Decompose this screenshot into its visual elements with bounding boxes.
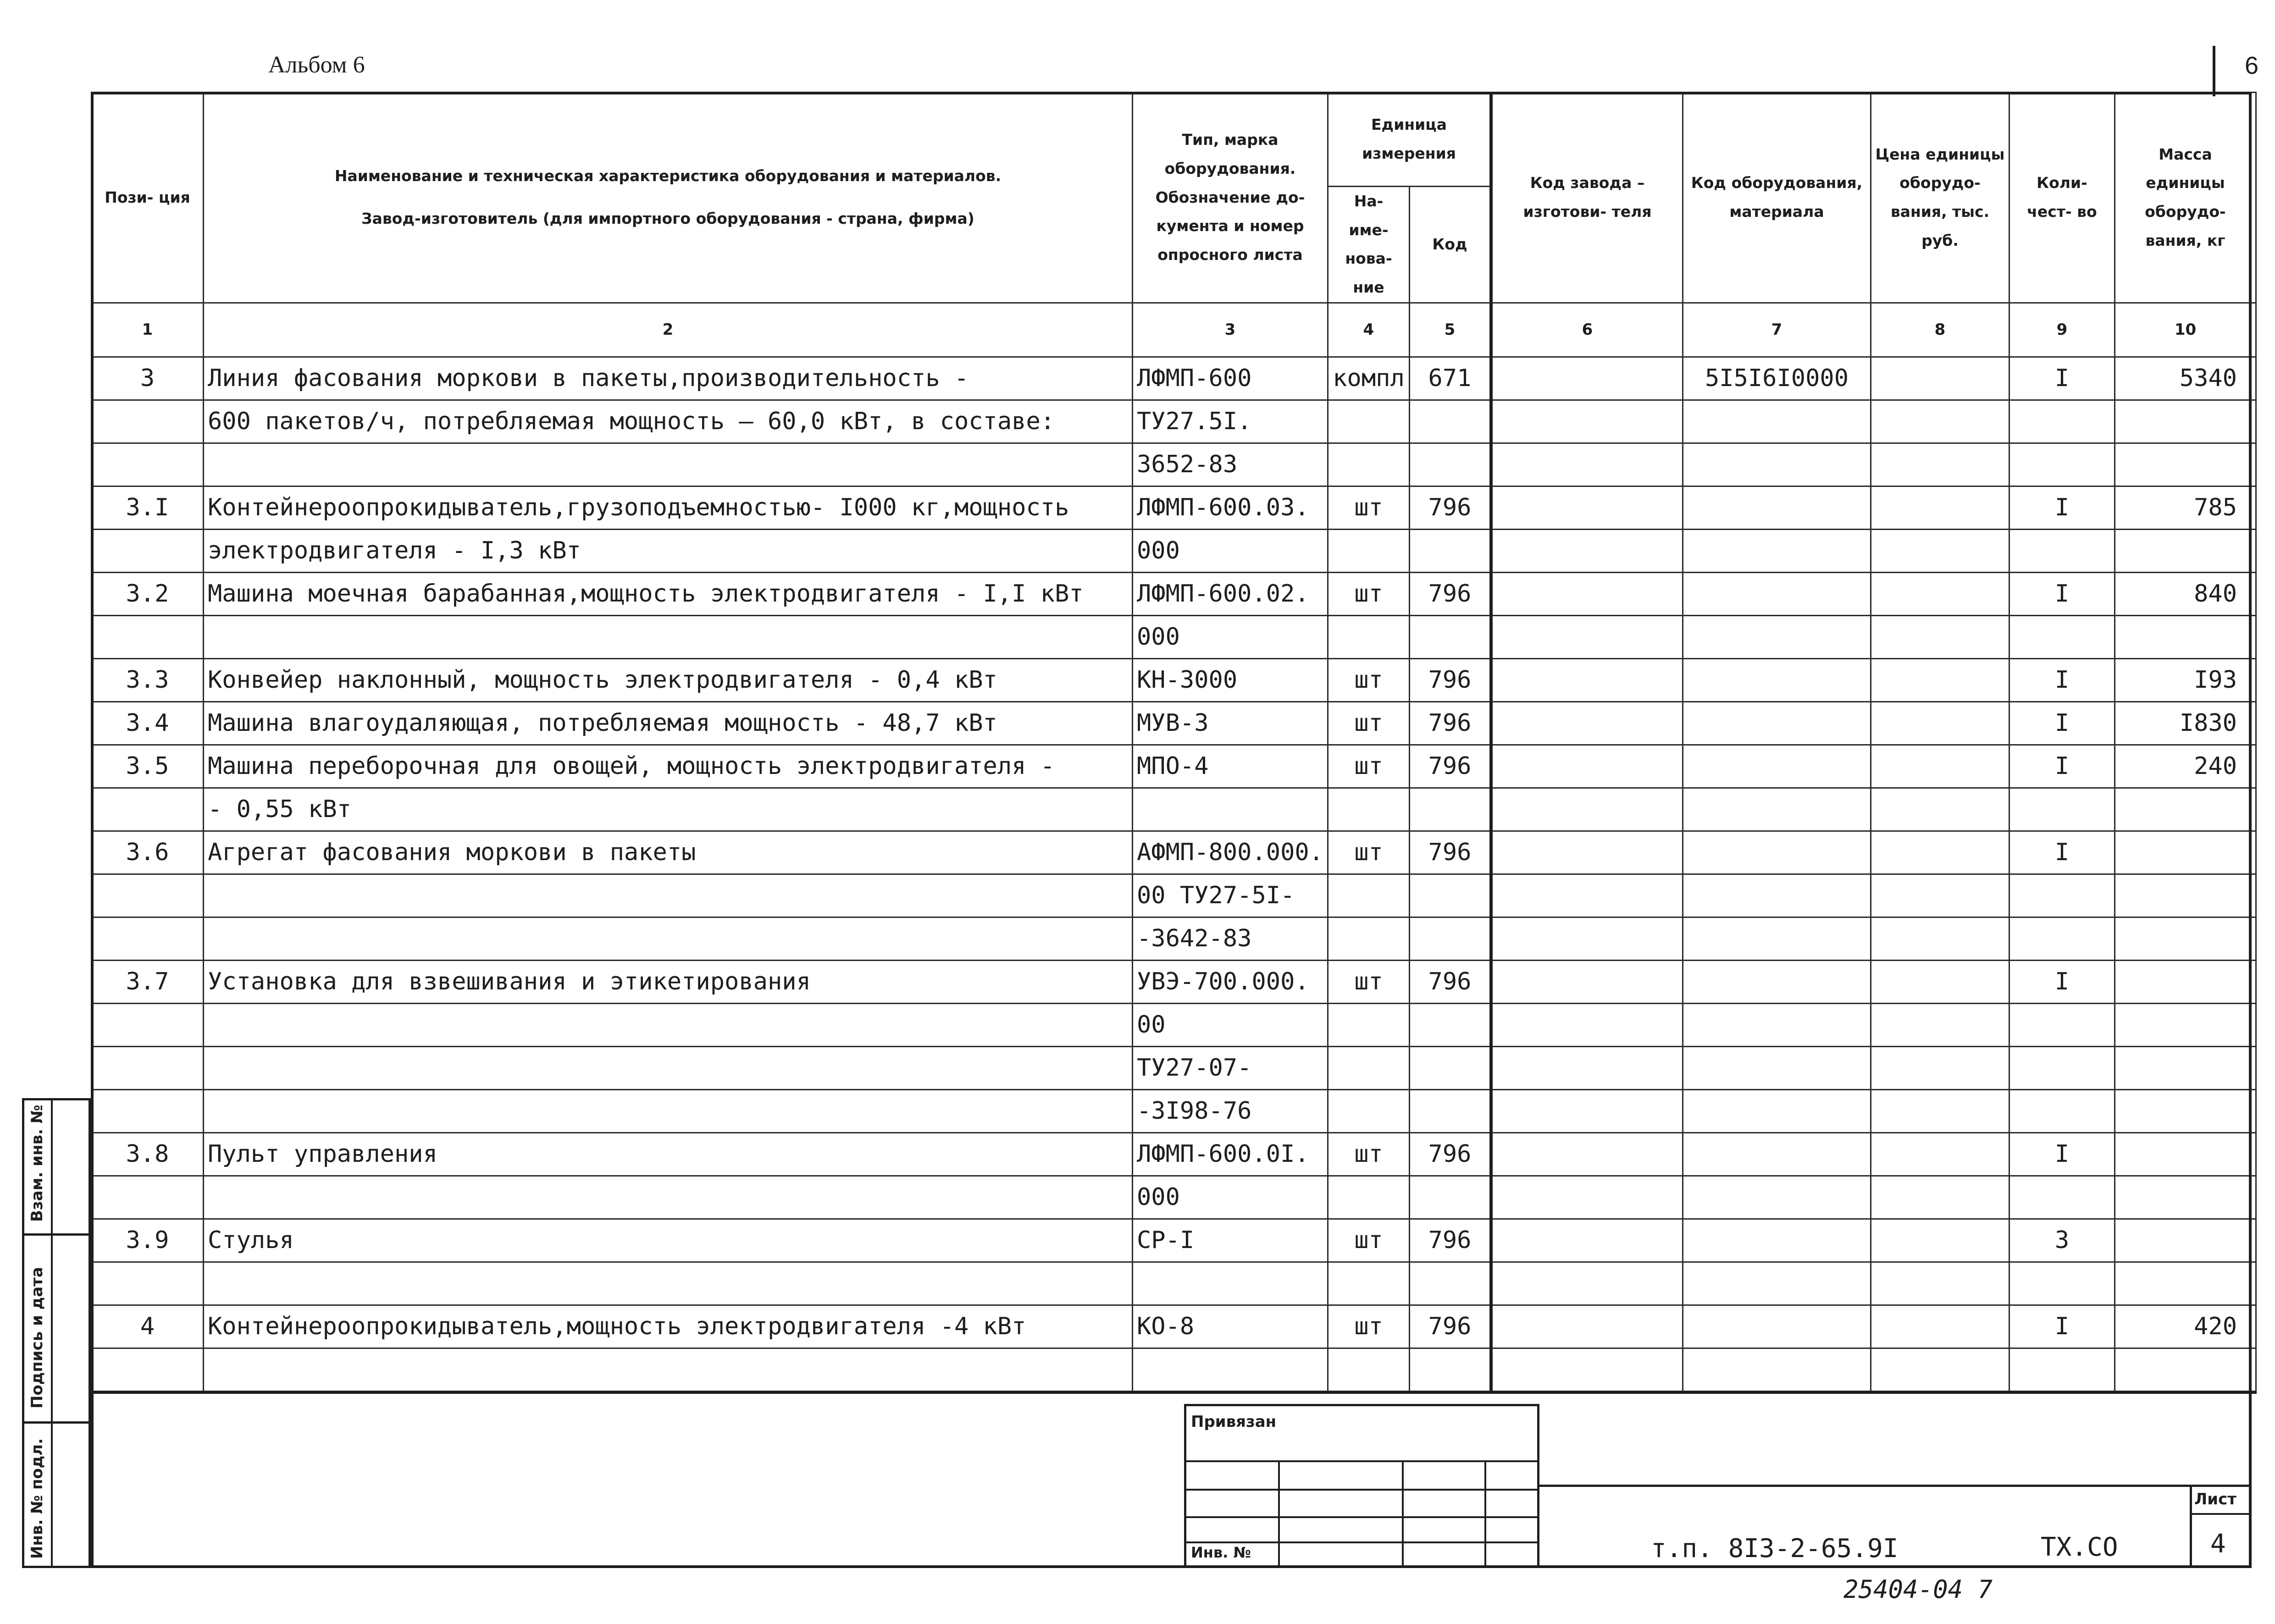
document-code: т.п. 8I3-2-65.9I xyxy=(1651,1534,1899,1563)
cell-unit: компл xyxy=(1328,357,1410,400)
column-number-1: 1 xyxy=(92,303,204,357)
cell-pos: 3.3 xyxy=(92,658,204,702)
cell-type: КО-8 xyxy=(1133,1305,1328,1348)
cell-type: ЛФМП-600.0I. xyxy=(1133,1132,1328,1176)
tb-line xyxy=(1484,1460,1486,1566)
cell-pos: 3.9 xyxy=(92,1219,204,1262)
tb-line xyxy=(1402,1460,1404,1566)
cell-pos: 3.2 xyxy=(92,572,204,615)
cell-name: Машина моечная барабанная,мощность электродвигателя - I,I кВт xyxy=(204,572,1133,615)
cell-qty: I xyxy=(2009,486,2115,529)
cell-type: 3652-83 xyxy=(1133,443,1328,486)
header-name-line2: Завод-изготовитель (для импортного оборудования - страна, фирма) xyxy=(361,209,974,227)
document-mark: ТХ.СО xyxy=(2041,1532,2118,1562)
side-divider xyxy=(24,1421,89,1424)
cell-mass: 840 xyxy=(2115,572,2256,615)
cell-code: 796 xyxy=(1410,745,1491,788)
cell-name: Линия фасования моркови в пакеты,производительность - xyxy=(204,357,1133,400)
column-number-9: 9 xyxy=(2009,303,2115,357)
cell-name: электродвигателя - I,3 кВт xyxy=(204,529,1133,572)
cell-mass: 785 xyxy=(2115,486,2256,529)
cell-pos: 4 xyxy=(92,1305,204,1348)
header-mass: Масса единицы оборудо- вания, кг xyxy=(2115,93,2256,303)
cell-name: Машина переборочная для овощей, мощность электродвигателя - xyxy=(204,745,1133,788)
tb-line xyxy=(2190,1485,2192,1568)
cell-type: ЛФМП-600.03. xyxy=(1133,486,1328,529)
archive-number: 25404-04 7 xyxy=(1843,1575,1993,1604)
cell-pos: 3.6 xyxy=(92,831,204,874)
cell-mass: I93 xyxy=(2115,658,2256,702)
cell-code: 671 xyxy=(1410,357,1491,400)
cell-code: 796 xyxy=(1410,658,1491,702)
tb-line xyxy=(1539,1485,2252,1487)
cell-unit: шт xyxy=(1328,831,1410,874)
page-frame xyxy=(91,92,2252,1568)
header-equipment-code: Код оборудования, материала xyxy=(1683,93,1871,303)
header-type: Тип, марка оборудования. Обозначение до- кумента и номер опросного листа xyxy=(1133,93,1328,303)
side-divider xyxy=(51,1100,53,1566)
cell-qty: I xyxy=(2009,831,2115,874)
cell-qty: I xyxy=(2009,357,2115,400)
cell-name: Машина влагоудаляющая, потребляемая мощность - 48,7 кВт xyxy=(204,702,1133,745)
cell-qty: I xyxy=(2009,702,2115,745)
cell-type: СР-I xyxy=(1133,1219,1328,1262)
header-name-line1: Наименование и техническая характеристика оборудования и материалов. xyxy=(334,167,1002,185)
side-label-replaced-inv: Взам. инв. № xyxy=(28,1105,46,1222)
cell-code: 796 xyxy=(1410,486,1491,529)
cell-type: ЛФМП-600 xyxy=(1133,357,1328,400)
cell-qty: I xyxy=(2009,1132,2115,1176)
cell-type: ТУ27.5I. xyxy=(1133,400,1328,443)
cell-name: Контейнероопрокидыватель,мощность электродвигателя -4 кВт xyxy=(204,1305,1133,1348)
cell-name: 600 пакетов/ч, потребляемая мощность – 60,0 кВт, в составе: xyxy=(204,400,1133,443)
cell-type: КН-3000 xyxy=(1133,658,1328,702)
side-label-original-inv: Инв. № подл. xyxy=(28,1438,46,1559)
cell-type: 00 ТУ27-5I- xyxy=(1133,874,1328,917)
cell-unit: шт xyxy=(1328,702,1410,745)
column-number-2: 2 xyxy=(204,303,1133,357)
header-unit-code: Код xyxy=(1410,187,1491,303)
cell-code: 796 xyxy=(1410,831,1491,874)
side-divider xyxy=(24,1233,89,1236)
cell-unit: шт xyxy=(1328,745,1410,788)
cell-mass: 240 xyxy=(2115,745,2256,788)
cell-qty: I xyxy=(2009,960,2115,1003)
cell-name: Агрегат фасования моркови в пакеты xyxy=(204,831,1133,874)
cell-type: 000 xyxy=(1133,529,1328,572)
side-stamp xyxy=(22,1098,91,1568)
cell-pos: 3 xyxy=(92,357,204,400)
cell-name: Пульт управления xyxy=(204,1132,1133,1176)
cell-code: 796 xyxy=(1410,960,1491,1003)
cell-unit: шт xyxy=(1328,1132,1410,1176)
cell-unit: шт xyxy=(1328,960,1410,1003)
cell-name: - 0,55 кВт xyxy=(204,788,1133,831)
sheet-number: 4 xyxy=(2210,1529,2226,1559)
side-label-sign-date: Подпись и дата xyxy=(28,1267,46,1409)
column-number-7: 7 xyxy=(1683,303,1871,357)
cell-pos: 3.5 xyxy=(92,745,204,788)
cell-type: 00 xyxy=(1133,1003,1328,1046)
cell-type: 000 xyxy=(1133,615,1328,658)
cell-type: МПО-4 xyxy=(1133,745,1328,788)
cell-unit: шт xyxy=(1328,1305,1410,1348)
sheet-label: Лист xyxy=(2194,1490,2236,1508)
cell-pos: 3.8 xyxy=(92,1132,204,1176)
cell-type: АФМП-800.000. xyxy=(1133,831,1328,874)
cell-mass: I830 xyxy=(2115,702,2256,745)
cell-name: Конвейер наклонный, мощность электродвигателя - 0,4 кВт xyxy=(204,658,1133,702)
cell-name: Контейнероопрокидыватель,грузоподъемностью- I000 кг,мощность xyxy=(204,486,1133,529)
header-unit-name: На- име- нова- ние xyxy=(1328,187,1410,303)
cell-unit: шт xyxy=(1328,1219,1410,1262)
cell-mass: 420 xyxy=(2115,1305,2256,1348)
column-number-3: 3 xyxy=(1133,303,1328,357)
cell-unit: шт xyxy=(1328,658,1410,702)
column-number-8: 8 xyxy=(1871,303,2009,357)
cell-type: 000 xyxy=(1133,1176,1328,1219)
cell-type: ЛФМП-600.02. xyxy=(1133,572,1328,615)
cell-type: -3642-83 xyxy=(1133,917,1328,960)
header-position: Пози- ция xyxy=(92,93,204,303)
cell-pos: 3.4 xyxy=(92,702,204,745)
cell-qty: I xyxy=(2009,658,2115,702)
cell-unit: шт xyxy=(1328,486,1410,529)
column-number-6: 6 xyxy=(1491,303,1683,357)
linked-label: Привязан xyxy=(1191,1413,1277,1431)
cell-name: Стулья xyxy=(204,1219,1133,1262)
header-quantity: Коли- чест- во xyxy=(2009,93,2115,303)
tb-line xyxy=(2190,1513,2252,1515)
cell-type: -3I98-76 xyxy=(1133,1089,1328,1132)
cell-type: ТУ27-07- xyxy=(1133,1046,1328,1089)
cell-unit: шт xyxy=(1328,572,1410,615)
cell-qty: I xyxy=(2009,1305,2115,1348)
title-block-linked xyxy=(1184,1404,1539,1568)
header-unit: Единица измерения xyxy=(1328,93,1491,187)
column-number-10: 10 xyxy=(2115,303,2256,357)
cell-code: 796 xyxy=(1410,702,1491,745)
page-number-top: 6 xyxy=(2245,52,2259,79)
album-label: Альбом 6 xyxy=(268,52,365,78)
cell-mass: 5340 xyxy=(2115,357,2256,400)
cell-code: 796 xyxy=(1410,1305,1491,1348)
cell-type: МУВ-3 xyxy=(1133,702,1328,745)
cell-qty: I xyxy=(2009,745,2115,788)
top-divider xyxy=(2213,46,2215,96)
cell-code: 796 xyxy=(1410,1219,1491,1262)
cell-pos: 3.I xyxy=(92,486,204,529)
cell-type: УВЭ-700.000. xyxy=(1133,960,1328,1003)
tb-line xyxy=(1278,1460,1280,1566)
column-number-4: 4 xyxy=(1328,303,1410,357)
cell-equip: 5I5I6I0000 xyxy=(1683,357,1871,400)
inv-no-label: Инв. № xyxy=(1191,1544,1251,1561)
cell-pos: 3.7 xyxy=(92,960,204,1003)
cell-name: Установка для взвешивания и этикетирования xyxy=(204,960,1133,1003)
cell-code: 796 xyxy=(1410,1132,1491,1176)
cell-qty: 3 xyxy=(2009,1219,2115,1262)
header-price: Цена единицы оборудо- вания, тыс. руб. xyxy=(1871,93,2009,303)
column-number-5: 5 xyxy=(1410,303,1491,357)
cell-code: 796 xyxy=(1410,572,1491,615)
cell-qty: I xyxy=(2009,572,2115,615)
header-plant-code: Код завода – изготови- теля xyxy=(1491,93,1683,303)
